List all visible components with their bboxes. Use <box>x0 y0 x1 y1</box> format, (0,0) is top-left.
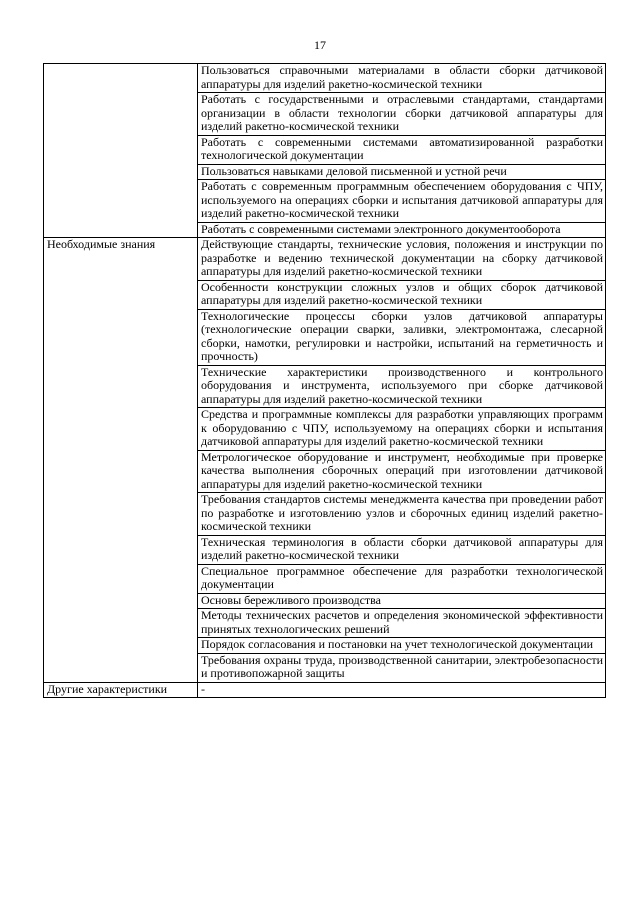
table-row <box>44 238 606 281</box>
requirement-item: Основы бережливого производства <box>198 593 606 609</box>
section-label <box>44 64 198 238</box>
requirement-item: Средства и программные комплексы для разработки управляющих программ к оборудованию с ЧПУ, используемому на операциях сборки и испытания датчиковой аппаратуры для изделий ракетно-космической техники <box>198 408 606 451</box>
requirement-item: Действующие стандарты, технические условия, положения и инструкции по разработке и ведению технической документации на сборку датчиковой аппаратуры для изделий ракетно-космической техники <box>198 238 606 281</box>
requirement-item: Работать с государственными и отраслевыми стандартами, стандартами организации в области технологии сборки датчиковой аппаратуры для изделий ракетно-космической техники <box>198 93 606 136</box>
requirement-item: Работать с современными системами электронного документооборота <box>198 222 606 238</box>
requirement-item: Требования стандартов системы менеджмента качества при проведении работ по разработке и изготовлению узлов и сборочных единиц изделий ракетно-космической техники <box>198 493 606 536</box>
section-label: Необходимые знания <box>44 238 198 683</box>
requirement-item: Особенности конструкции сложных узлов и общих сборок датчиковой аппаратуры для изделий ракетно-космической техники <box>198 280 606 309</box>
requirement-item: - <box>198 682 606 698</box>
requirement-item: Работать с современными системами автоматизированной разработки технологической документации <box>198 135 606 164</box>
requirement-item: Пользоваться навыками деловой письменной и устной речи <box>198 164 606 180</box>
requirement-item: Работать с современным программным обеспечением оборудования с ЧПУ, используемого на операциях сборки и испытания датчиковой аппаратуры для изделий ракетно-космической техники <box>198 180 606 223</box>
page-number: 17 <box>314 38 326 52</box>
requirement-item: Техническая терминология в области сборки датчиковой аппаратуры для изделий ракетно-космической техники <box>198 535 606 564</box>
requirements-table <box>43 63 606 698</box>
section-label: Другие характеристики <box>44 682 198 698</box>
table-row <box>44 64 606 93</box>
requirement-item: Метрологическое оборудование и инструмент, необходимые при проверке качества выполнения сборочных операций при изготовлении датчиковой аппаратуры для изделий ракетно-космической техники <box>198 450 606 493</box>
requirement-item: Технические характеристики производственного и контрольного оборудования и инструмента, используемого при сборке датчиковой аппаратуры для изделий ракетно-космической техники <box>198 365 606 408</box>
table-row <box>44 682 606 698</box>
requirement-item: Требования охраны труда, производственной санитарии, электробезопасности и противопожарной защиты <box>198 653 606 682</box>
requirement-item: Пользоваться справочными материалами в области сборки датчиковой аппаратуры для изделий ракетно-космической техники <box>198 64 606 93</box>
requirement-item: Порядок согласования и постановки на учет технологической документации <box>198 638 606 654</box>
requirements-table-body <box>44 64 606 698</box>
requirement-item: Методы технических расчетов и определения экономической эффективности принятых технологических решений <box>198 609 606 638</box>
requirement-item: Технологические процессы сборки узлов датчиковой аппаратуры (технологические операции сварки, заливки, электромонтажа, слесарной сборки, намотки, регулировки и настройки, испытаний на герметичность и прочность) <box>198 309 606 365</box>
requirement-item: Специальное программное обеспечение для разработки технологической документации <box>198 564 606 593</box>
